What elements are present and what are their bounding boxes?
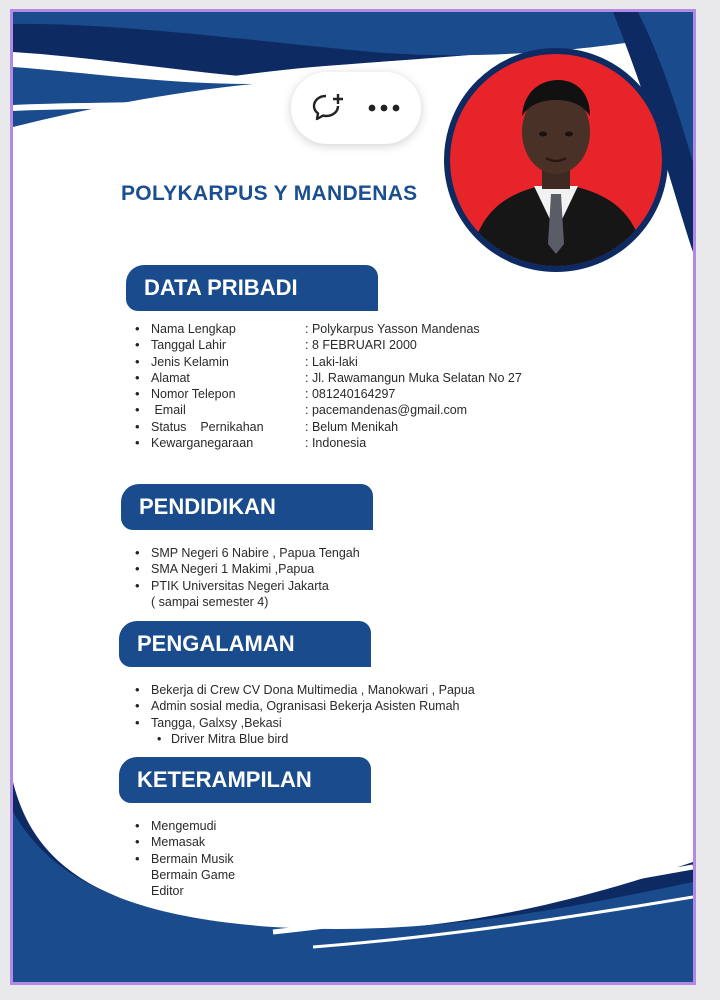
list-item: • SMP Negeri 6 Nabire , Papua Tengah [135,545,535,561]
list-item-continuation: Editor [151,884,184,899]
list-item: • Tanggal Lahir : 8 FEBRUARI 2000 [135,337,605,353]
list-item: • Status Pernikahan : Belum Menikah [135,419,605,435]
education-list [135,545,535,610]
comment-add-icon [312,92,346,124]
section-header-data-pribadi: DATA PRIBADI [126,265,378,311]
section-header-keterampilan: KETERAMPILAN [119,757,371,803]
add-comment-button[interactable] [307,86,351,130]
full-name-heading: POLYKARPUS Y MANDENAS [121,182,418,205]
list-item: • Memasak [135,834,435,850]
list-item: • Kewarganegaraan : Indonesia [135,435,605,451]
list-item: • Bekerja di Crew CV Dona Multimedia , Manokwari , Papua [135,682,565,698]
skills-list [135,818,435,899]
list-item: • PTIK Universitas Negeri Jakarta [135,578,535,594]
list-item: • Email : pacemandenas@gmail.com [135,402,605,418]
experience-list [135,682,565,747]
list-item-continuation: Bermain Game [151,867,236,882]
list-item: • Tangga, Galxsy ,Bekasi [135,715,565,731]
list-sub-item: • Driver Mitra Blue bird [135,731,565,747]
section-header-pengalaman: PENGALAMAN [119,621,371,667]
more-options-button[interactable] [362,86,406,130]
list-item: • Admin sosial media, Ogranisasi Bekerja Asisten Rumah [135,698,565,714]
personal-data-list [135,321,605,451]
list-item: • Alamat : Jl. Rawamangun Muka Selatan No 27 [135,370,605,386]
list-item: • Mengemudi [135,818,435,834]
list-item: • SMA Negeri 1 Makimi ,Papua [135,561,535,577]
more-horizontal-icon [367,103,401,113]
list-item: • Jenis Kelamin : Laki-laki [135,354,605,370]
list-item: • Bermain Musik [135,851,435,867]
list-item: • Nomor Telepon : 081240164297 [135,386,605,402]
section-header-pendidikan: PENDIDIKAN [121,484,373,530]
floating-toolbar [291,72,421,144]
list-item-continuation: ( sampai semester 4) [151,594,269,609]
profile-photo [444,48,668,272]
resume-page [10,9,696,985]
list-item: • Nama Lengkap : Polykarpus Yasson Mandenas [135,321,605,337]
